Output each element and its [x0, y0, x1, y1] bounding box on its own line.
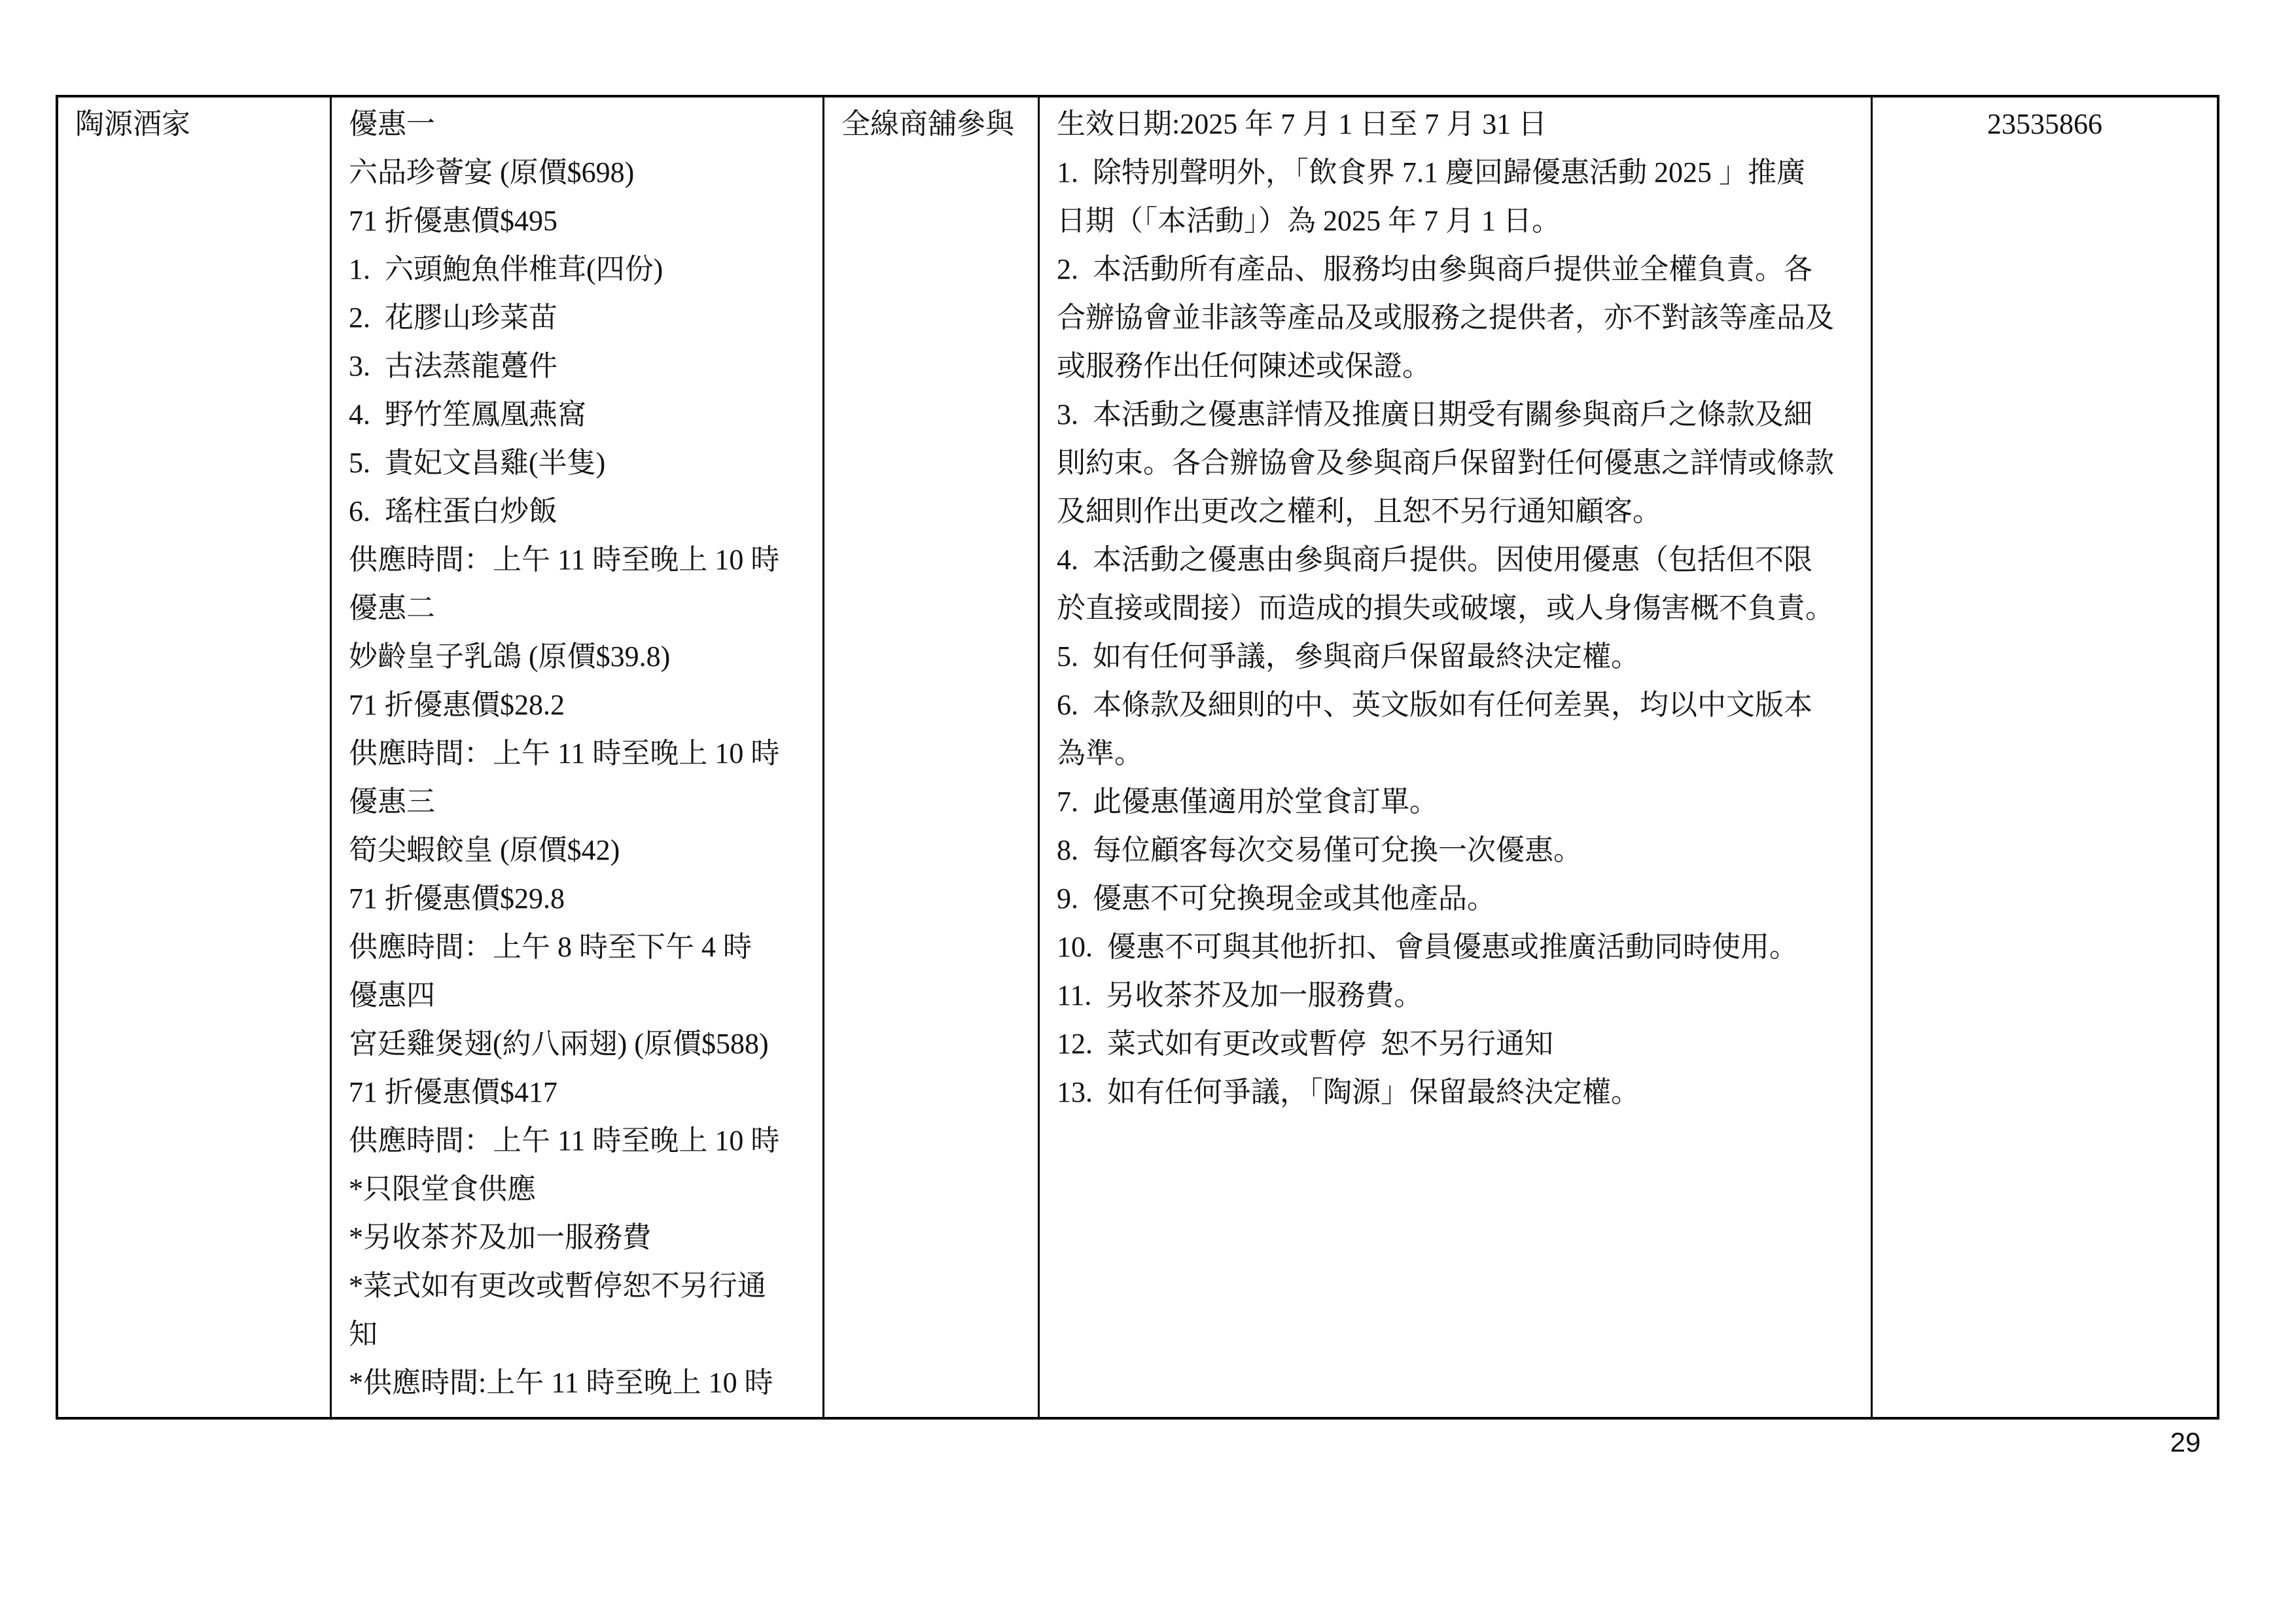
- participation-note: 全線商舖參與: [841, 108, 1014, 140]
- text-line: 6. 本條款及細則的中、英文版如有任何差異，均以中文版本: [1057, 689, 1812, 721]
- text-line: 六品珍薈宴 (原價$698): [349, 156, 635, 188]
- text-line: 及細則作出更改之權利，且恕不另行通知顧客。: [1057, 495, 1661, 527]
- participation-cell: [822, 97, 1038, 1417]
- text-line: 或服務作出任何陳述或保證。: [1057, 350, 1431, 382]
- offers-cell: [330, 97, 822, 1417]
- promotions-table: [56, 95, 2219, 1420]
- text-line: 妙齡皇子乳鴿 (原價$39.8): [349, 640, 671, 672]
- text-line: 為準。: [1057, 737, 1143, 769]
- page-number: 29: [2170, 1427, 2201, 1457]
- text-line: 3. 古法蒸龍躉件: [349, 350, 557, 382]
- text-line: 13. 如有任何爭議，「陶源」保留最終決定權。: [1057, 1076, 1640, 1108]
- text-line: 3. 本活動之優惠詳情及推廣日期受有關參與商戶之條款及細: [1057, 398, 1812, 430]
- text-line: 5. 如有任何爭議，參與商戶保留最終決定權。: [1057, 640, 1640, 672]
- text-line: 則約束。各合辦協會及參與商戶保留對任何優惠之詳情或條款: [1057, 447, 1834, 479]
- text-line: 6. 瑤柱蛋白炒飯: [349, 495, 557, 527]
- merchant-cell: [58, 97, 330, 1417]
- text-line: 優惠四: [349, 979, 435, 1011]
- terms-lines: [1057, 100, 1862, 1117]
- text-line: 9. 優惠不可兌換現金或其他產品。: [1057, 882, 1496, 915]
- text-line: 11. 另收茶芥及加一服務費。: [1057, 979, 1423, 1011]
- terms-cell: [1038, 97, 1871, 1417]
- text-line: *另收茶芥及加一服務費: [349, 1221, 651, 1253]
- text-line: 2. 本活動所有產品、服務均由參與商戶提供並全權負責。各: [1057, 253, 1812, 285]
- text-line: *只限堂食供應: [349, 1173, 536, 1205]
- text-line: 優惠三: [349, 786, 435, 818]
- text-line: 合辦協會並非該等產品及或服務之提供者，亦不對該等產品及: [1057, 302, 1834, 334]
- text-line: 優惠二: [349, 592, 435, 624]
- offer-lines: [349, 100, 813, 1407]
- phone-cell: [1871, 97, 2217, 1417]
- text-line: *供應時間:上午 11 時至晚上 10 時: [349, 1367, 773, 1399]
- text-line: 知: [349, 1318, 378, 1350]
- text-line: 筍尖蝦餃皇 (原價$42): [349, 834, 620, 866]
- text-line: 71 折優惠價$417: [349, 1076, 557, 1108]
- text-line: 日期（「本活動」）為 2025 年 7 月 1 日。: [1057, 205, 1561, 237]
- merchant-name: 陶源酒家: [75, 108, 190, 140]
- text-line: 1. 六頭鮑魚伴椎茸(四份): [349, 253, 663, 285]
- text-line: 1. 除特別聲明外，「飲食界 7.1 慶回歸優惠活動 2025 」推廣: [1057, 156, 1805, 188]
- text-line: 71 折優惠價$495: [349, 205, 557, 237]
- text-line: 於直接或間接）而造成的損失或破壞，或人身傷害概不負責。: [1057, 592, 1834, 624]
- text-line: 優惠一: [349, 108, 435, 140]
- text-line: 71 折優惠價$29.8: [349, 882, 565, 915]
- text-line: 8. 每位顧客每次交易僅可兌換一次優惠。: [1057, 834, 1582, 866]
- text-line: 2. 花膠山珍菜苗: [349, 302, 557, 334]
- text-line: 4. 野竹笙鳳凰燕窩: [349, 398, 586, 430]
- text-line: 生效日期:2025 年 7 月 1 日至 7 月 31 日: [1057, 108, 1547, 140]
- text-line: 供應時間：上午 8 時至下午 4 時: [349, 931, 752, 963]
- text-line: *菜式如有更改或暫停恕不另行通: [349, 1270, 766, 1302]
- text-line: 供應時間：上午 11 時至晚上 10 時: [349, 1125, 780, 1157]
- merchant-phone: 23535866: [1987, 108, 2102, 140]
- text-line: 5. 貴妃文昌雞(半隻): [349, 447, 606, 479]
- text-line: 7. 此優惠僅適用於堂食訂單。: [1057, 786, 1438, 818]
- text-line: 供應時間：上午 11 時至晚上 10 時: [349, 737, 780, 769]
- text-line: 供應時間：上午 11 時至晚上 10 時: [349, 544, 780, 576]
- text-line: 12. 菜式如有更改或暫停 恕不另行通知: [1057, 1028, 1553, 1060]
- text-line: 10. 優惠不可與其他折扣、會員優惠或推廣活動同時使用。: [1057, 931, 1798, 963]
- text-line: 宮廷雞煲翅(約八兩翅) (原價$588): [349, 1028, 769, 1060]
- text-line: 71 折優惠價$28.2: [349, 689, 565, 721]
- text-line: 4. 本活動之優惠由參與商戶提供。因使用優惠（包括但不限: [1057, 544, 1812, 576]
